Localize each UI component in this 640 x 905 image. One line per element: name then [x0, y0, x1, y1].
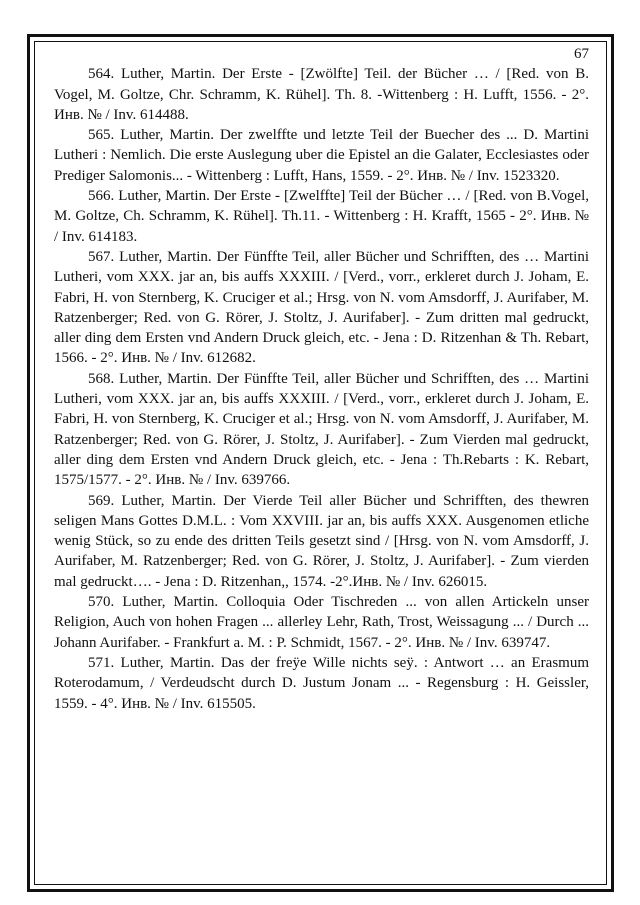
document-page	[54, 44, 589, 714]
catalog-entry-569: 569. Luther, Martin. Der Vierde Teil aller Bücher und Schrifften, des thewren seligen Mans Gottes D.M.L. : Vom XXVIII. jar an, bis auffs XXX. Ausgenomen etliche wenig Stück, so zu ende des dritten Teils gesetzt sind / [Hrsg. von N. vom Amsdorff, J. Aurifaber, M. Ratzenberger; Red. von G. Rörer, J. Stoltz, J. Aurifaber]. - Zum vierden mal gedruckt…. - Jena : D. Ritzenhan,, 1574. -2°.Инв. № / Inv. 626015.	[54, 492, 589, 590]
catalog-entry-570: 570. Luther, Martin. Colloquia Oder Tischreden ... von allen Artickeln unser Religion, Auch von hohen Fragen ... allerley Lehr, Rath, Trost, Weissagung ... / Durch ... Johann Aurifaber. - Frankfurt a. M. : P. Schmidt, 1567. - 2°. Инв. № / Inv. 639747.	[54, 594, 589, 651]
catalog-entry-567: 567. Luther, Martin. Der Fünffte Teil, aller Bücher und Schrifften, des … Martini Lutheri, vom XXX. jar an, bis auffs XXXIII. / [Verd., vorr., erkleret durch J. Joham, E. Fabri, H. von Sternberg, K. Cruciger et al.; Hrsg. von N. vom Amsdorff, J. Aurifaber, M. Ratzenberger; Red. von G. Rörer, J. Stoltz, J. Aurifaber]. - Zum dritten mal gedruckt, aller ding dem Ersten vnd Andern Druck gleich, etc. - Jena : D. Ritzenhan & Th. Rebart, 1566. - 2°. Инв. № / Inv. 612682.	[54, 248, 589, 367]
catalog-entry-571: 571. Luther, Martin. Das der freÿe Wille nichts seÿ. : Antwort … an Erasmum Roterodamum, / Verdeudscht durch D. Justum Jonam ... - Regensburg : H. Geissler, 1559. - 4°. Инв. № / Inv. 615505.	[54, 654, 589, 712]
catalog-entry-564: 564. Luther, Martin. Der Erste - [Zwölfte] Teil. der Bücher … / [Red. von B. Vogel, M. Goltze, Chr. Schramm, K. Rühel]. Th. 8. -Wittenberg : H. Lufft, 1556. - 2°. Инв. № / Inv. 614488.	[54, 66, 589, 123]
catalog-entry-566: 566. Luther, Martin. Der Erste - [Zwelffte] Teil der Bücher … / [Red. von B.Vogel, M. Goltze, Ch. Schramm, K. Rühel]. Th.11. - Wittenberg : H. Krafft, 1565 - 2°. Инв. № / Inv. 614183.	[54, 188, 589, 245]
catalog-entry-565: 565. Luther, Martin. Der zwelffte und letzte Teil der Buecher des ... D. Martini Lutheri : Nemlich. Die erste Auslegung uber die Epistel an die Galater, Ecclesiastes oder Prediger Salomonis... - Wittenberg : Lufft, Hans, 1559. - 2°. Инв. № / Inv. 1523320.	[54, 127, 589, 184]
page-number: 67	[574, 46, 589, 62]
catalog-entry-568: 568. Luther, Martin. Der Fünffte Teil, aller Bücher und Schrifften, des … Martini Lutheri, vom XXX. jar an, bis auffs XXXIII. / [Verd., vorr., erkleret durch J. Joham, E. Fabri, H. von Sternberg, K. Cruciger et al.; Hrsg. von N. vom Amsdorff, J. Aurifaber, M. Ratzenberger; Red. von G. Rörer, J. Stoltz, J. Aurifaber]. - Zum Vierden mal gedruckt, aller ding dem Ersten vnd Andern Druck gleich, etc. - Jena : Th.Rebarts : K. Rebart, 1575/1577. - 2°. Инв. № / Inv. 639766.	[54, 370, 589, 489]
